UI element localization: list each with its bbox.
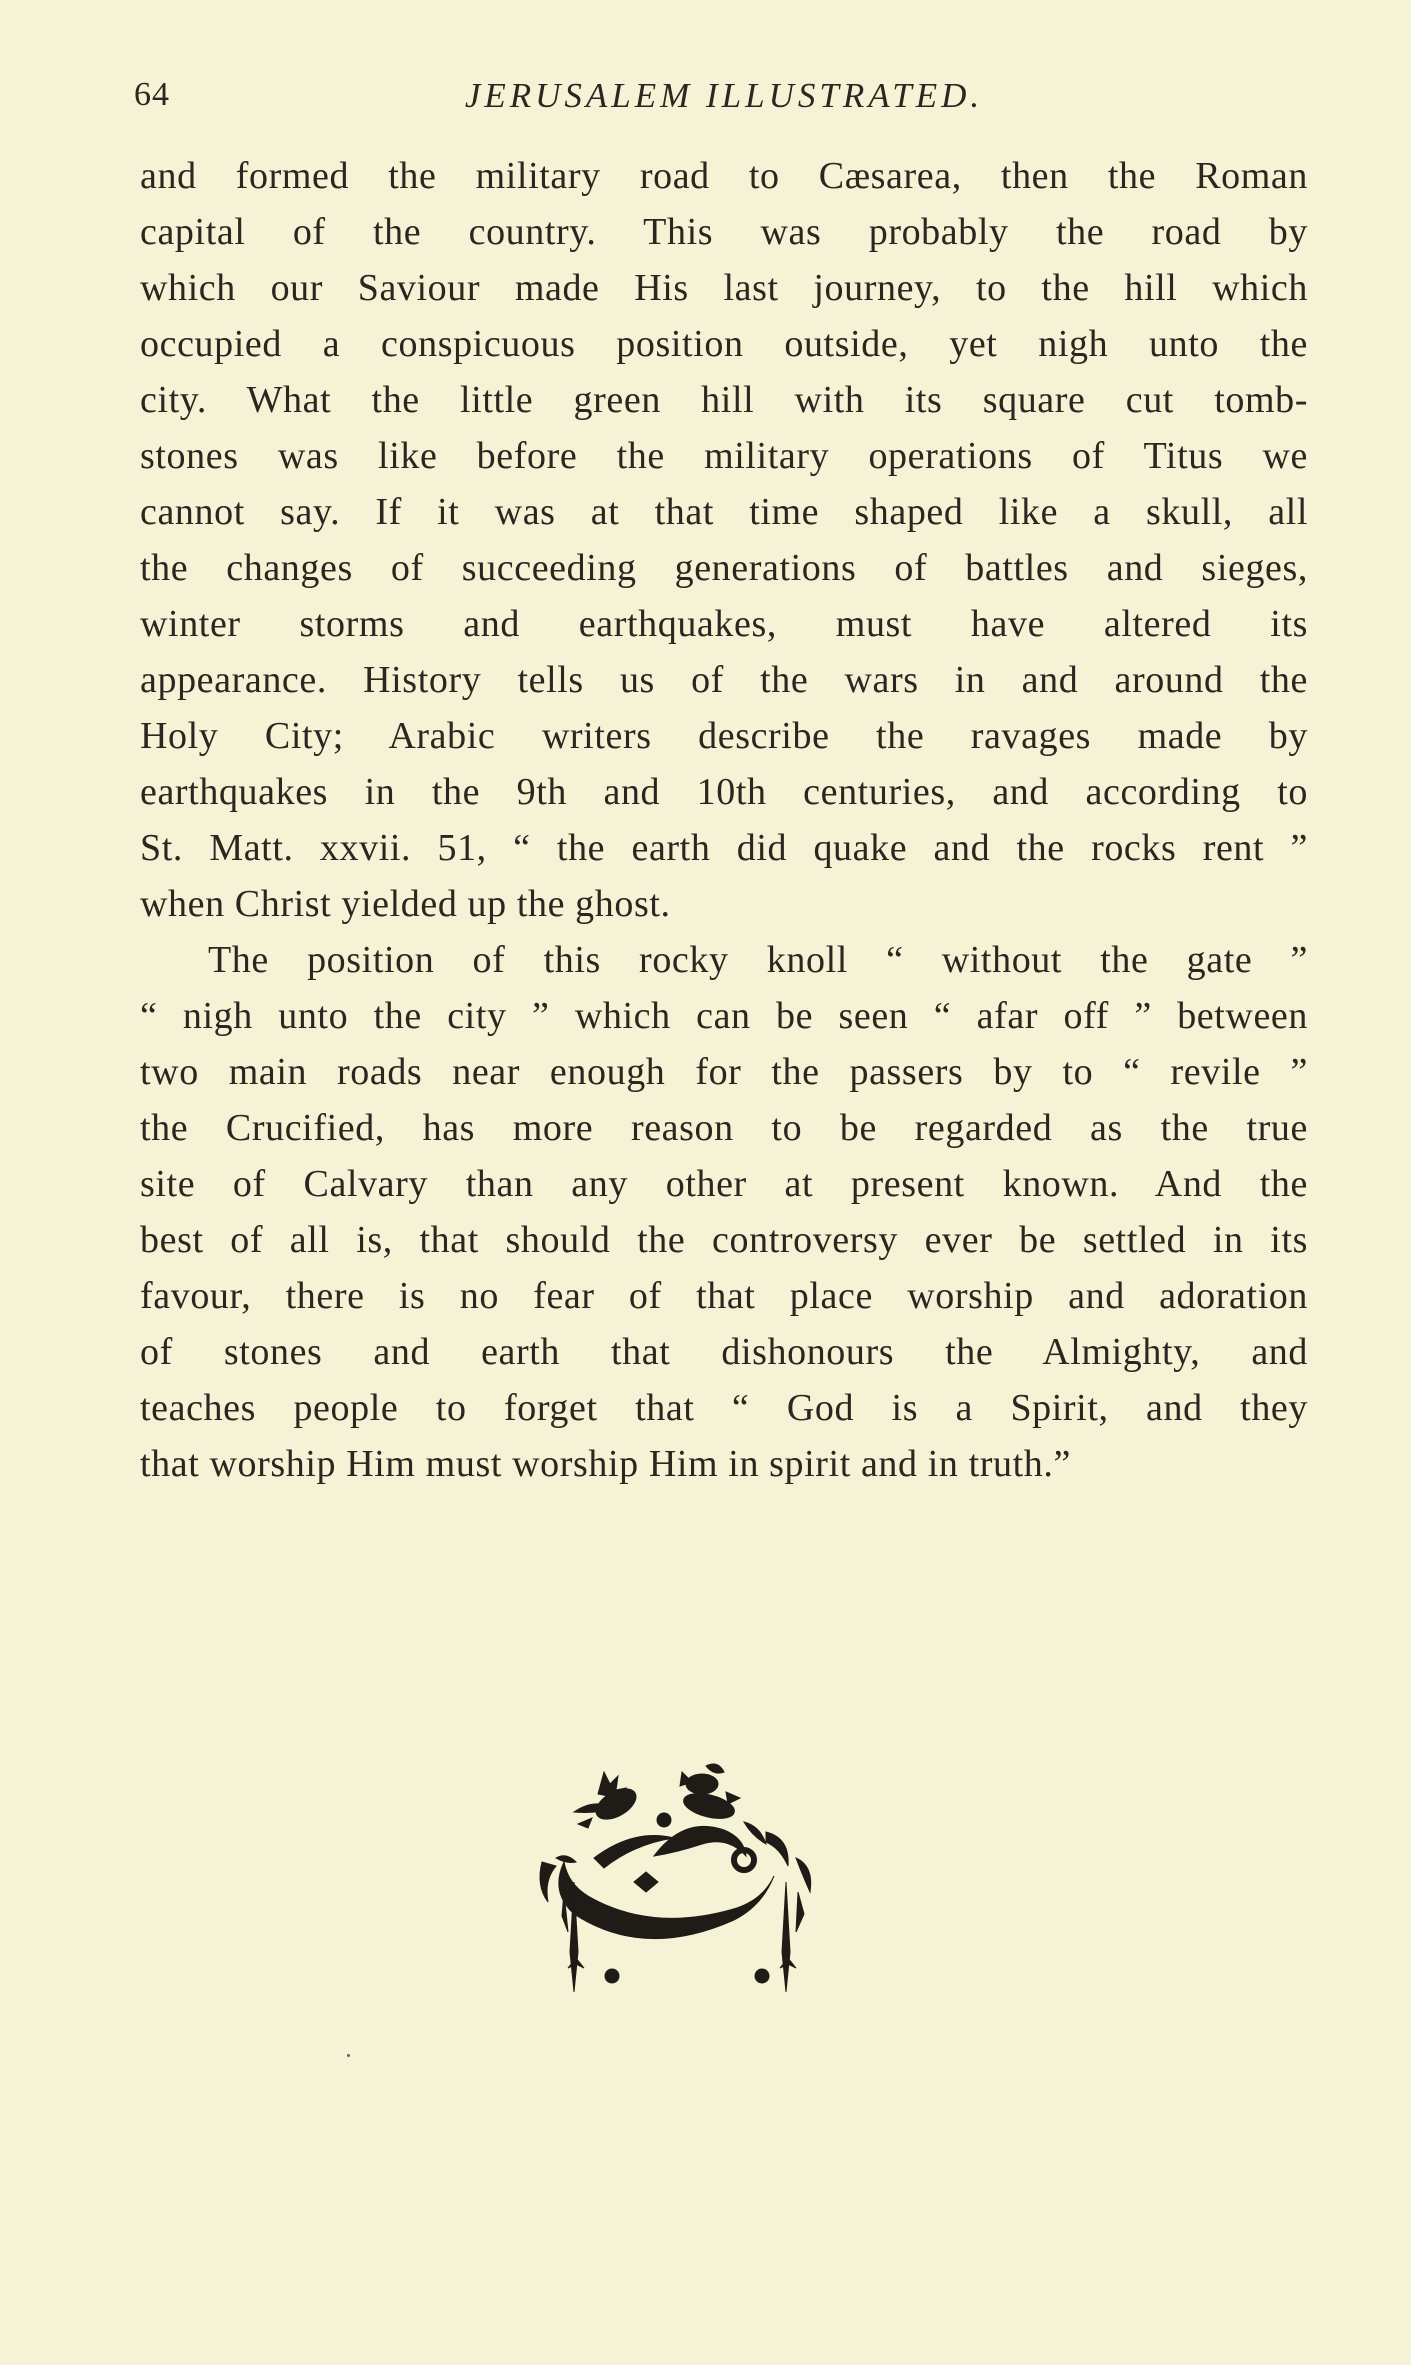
text-line: best of all is, that should the controversy ever be settled in its <box>140 1219 1308 1261</box>
text-line: favour, there is no fear of that place worship and adoration <box>140 1275 1308 1317</box>
text-line: site of Calvary than any other at present known. And the <box>140 1163 1308 1205</box>
text-line: when Christ yielded up the ghost. <box>140 883 671 925</box>
page-number: 64 <box>134 76 170 113</box>
text-line: city. What the little green hill with its square cut tomb- <box>140 379 1308 421</box>
paragraph-1 <box>140 148 1308 932</box>
text-line: which our Saviour made His last journey, to the hill which <box>140 267 1308 309</box>
text-line: Holy City; Arabic writers describe the ravages made by <box>140 715 1308 757</box>
running-title: JERUSALEM ILLUSTRATED. <box>464 76 984 115</box>
text-line: stones was like before the military operations of Titus we <box>140 435 1308 477</box>
page-header <box>134 76 1314 126</box>
text-line: and formed the military road to Cæsarea, then the Roman <box>140 155 1308 197</box>
text-line: The position of this rocky knoll “ without the gate ” <box>208 939 1308 981</box>
paragraph-2 <box>140 932 1308 1492</box>
print-speck <box>347 2054 350 2057</box>
text-line: earthquakes in the 9th and 10th centuries, and according to <box>140 771 1308 813</box>
body-text <box>140 148 1308 1492</box>
text-line: St. Matt. xxvii. 51, “ the earth did quake and the rocks rent ” <box>140 827 1308 869</box>
text-line: the changes of succeeding generations of battles and sieges, <box>140 547 1308 589</box>
text-line: teaches people to forget that “ God is a Spirit, and they <box>140 1387 1308 1429</box>
text-line: two main roads near enough for the passers by to “ revile ” <box>140 1051 1308 1093</box>
text-line: of stones and earth that dishonours the Almighty, and <box>140 1331 1308 1373</box>
text-line: that worship Him must worship Him in spirit and in truth.” <box>140 1443 1071 1485</box>
floral-tailpiece-icon <box>534 1762 904 2022</box>
text-line: capital of the country. This was probably the road by <box>140 211 1308 253</box>
text-line: occupied a conspicuous position outside, yet nigh unto the <box>140 323 1308 365</box>
text-line: cannot say. If it was at that time shaped like a skull, all <box>140 491 1308 533</box>
text-line: winter storms and earthquakes, must have altered its <box>140 603 1308 645</box>
text-line: the Crucified, has more reason to be regarded as the true <box>140 1107 1308 1149</box>
text-line: appearance. History tells us of the wars in and around the <box>140 659 1308 701</box>
text-line: “ nigh unto the city ” which can be seen “ afar off ” between <box>140 995 1308 1037</box>
